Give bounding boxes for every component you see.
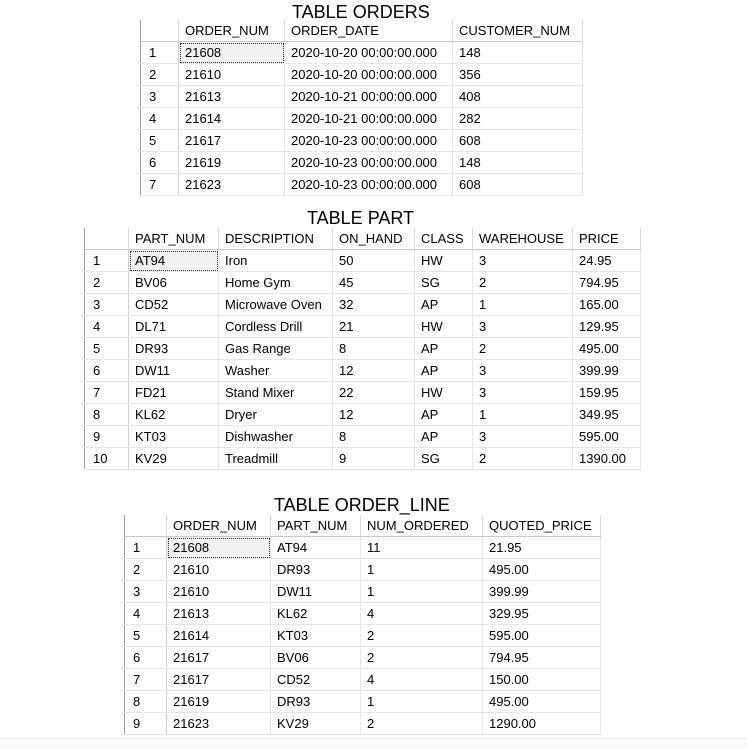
table-cell[interactable]: DW11 (129, 360, 219, 382)
table-cell[interactable]: 329.95 (483, 603, 601, 625)
table-cell[interactable]: 399.99 (573, 360, 641, 382)
row-number[interactable]: 3 (85, 294, 129, 316)
table-cell[interactable]: AP (415, 426, 473, 448)
order-line-corner-cell[interactable] (125, 515, 167, 537)
row-number[interactable]: 5 (85, 338, 129, 360)
table-cell[interactable]: 399.99 (483, 581, 601, 603)
table-row[interactable] (125, 625, 601, 647)
table-cell[interactable]: 595.00 (573, 426, 641, 448)
table-cell[interactable]: 21613 (167, 603, 271, 625)
part-col-header[interactable]: PART_NUM (129, 228, 219, 250)
table-cell[interactable]: 608 (453, 130, 583, 152)
orders-col-header[interactable]: ORDER_NUM (179, 20, 285, 42)
row-number[interactable]: 7 (85, 382, 129, 404)
row-number[interactable]: 2 (85, 272, 129, 294)
table-cell[interactable]: Dishwasher (219, 426, 333, 448)
table-cell[interactable]: 150.00 (483, 669, 601, 691)
table-row[interactable] (141, 130, 583, 152)
table-cell[interactable]: 21614 (179, 108, 285, 130)
table-row[interactable] (85, 316, 641, 338)
table-cell[interactable]: 1 (473, 294, 573, 316)
table-cell[interactable]: 129.95 (573, 316, 641, 338)
table-cell[interactable]: 1 (473, 404, 573, 426)
table-cell[interactable]: 21623 (167, 713, 271, 735)
table-row[interactable] (125, 581, 601, 603)
table-row[interactable] (85, 426, 641, 448)
table-cell[interactable]: 3 (473, 250, 573, 272)
table-cell[interactable]: 1 (361, 581, 483, 603)
table-row[interactable] (85, 360, 641, 382)
row-number[interactable]: 1 (125, 537, 167, 559)
row-number[interactable]: 6 (141, 152, 179, 174)
table-cell[interactable]: 495.00 (483, 559, 601, 581)
table-cell[interactable]: 148 (453, 152, 583, 174)
table-cell[interactable]: 1 (361, 691, 483, 713)
table-cell[interactable]: 21619 (167, 691, 271, 713)
table-cell[interactable]: 21617 (167, 669, 271, 691)
table-cell[interactable]: FD21 (129, 382, 219, 404)
table-cell[interactable]: 495.00 (483, 691, 601, 713)
table-cell[interactable]: 356 (453, 64, 583, 86)
table-cell[interactable]: DR93 (271, 691, 361, 713)
table-cell[interactable]: 349.95 (573, 404, 641, 426)
row-number[interactable]: 10 (85, 448, 129, 470)
row-number[interactable]: 7 (125, 669, 167, 691)
table-row[interactable] (125, 559, 601, 581)
table-cell[interactable]: 21610 (179, 64, 285, 86)
table-cell[interactable]: 2020-10-23 00:00:00.000 (285, 130, 453, 152)
table-cell[interactable]: HW (415, 316, 473, 338)
row-number[interactable]: 3 (125, 581, 167, 603)
order-line-grid (124, 515, 601, 735)
row-number[interactable]: 4 (85, 316, 129, 338)
table-cell[interactable]: 50 (333, 250, 415, 272)
table-cell[interactable]: 608 (453, 174, 583, 196)
table-cell[interactable]: DL71 (129, 316, 219, 338)
table-row[interactable] (125, 669, 601, 691)
table-cell[interactable]: 21614 (167, 625, 271, 647)
table-cell[interactable]: 495.00 (573, 338, 641, 360)
table-cell[interactable]: 21617 (167, 647, 271, 669)
table-row[interactable] (85, 448, 641, 470)
table-cell[interactable]: Iron (219, 250, 333, 272)
table-cell[interactable]: 2 (361, 647, 483, 669)
table-cell[interactable]: 21619 (179, 152, 285, 174)
table-cell[interactable]: 24.95 (573, 250, 641, 272)
table-cell[interactable]: 794.95 (573, 272, 641, 294)
table-cell[interactable]: DW11 (271, 581, 361, 603)
table-row[interactable] (125, 647, 601, 669)
orders-corner-cell[interactable] (141, 20, 179, 42)
row-number[interactable]: 1 (141, 42, 179, 64)
part-title: TABLE PART (307, 208, 415, 228)
table-cell[interactable]: 408 (453, 86, 583, 108)
table-cell[interactable]: Treadmill (219, 448, 333, 470)
row-number[interactable]: 6 (125, 647, 167, 669)
row-number[interactable]: 6 (85, 360, 129, 382)
table-cell[interactable]: 12 (333, 404, 415, 426)
part-header-row (85, 228, 641, 250)
table-cell[interactable]: 3 (473, 426, 573, 448)
table-cell[interactable]: Washer (219, 360, 333, 382)
table-cell[interactable]: 794.95 (483, 647, 601, 669)
row-number[interactable]: 2 (125, 559, 167, 581)
table-cell[interactable]: KV29 (271, 713, 361, 735)
table-cell[interactable]: 159.95 (573, 382, 641, 404)
row-number[interactable]: 2 (141, 64, 179, 86)
row-number[interactable]: 5 (125, 625, 167, 647)
table-cell[interactable]: 2020-10-21 00:00:00.000 (285, 86, 453, 108)
table-cell[interactable]: AP (415, 294, 473, 316)
order-line-col-header[interactable]: NUM_ORDERED (361, 515, 483, 537)
table-cell[interactable]: 2 (473, 448, 573, 470)
table-cell[interactable]: 4 (361, 603, 483, 625)
table-cell[interactable]: 21610 (167, 559, 271, 581)
table-cell[interactable]: 1 (361, 559, 483, 581)
table-cell[interactable]: Stand Mixer (219, 382, 333, 404)
table-cell[interactable]: 148 (453, 42, 583, 64)
table-cell[interactable]: 2020-10-20 00:00:00.000 (285, 42, 453, 64)
table-row[interactable] (125, 603, 601, 625)
table-cell[interactable]: 2 (473, 272, 573, 294)
orders-header-row (141, 20, 583, 42)
orders-col-header[interactable]: CUSTOMER_NUM (453, 20, 583, 42)
table-cell[interactable]: 2020-10-20 00:00:00.000 (285, 64, 453, 86)
table-cell[interactable]: Home Gym (219, 272, 333, 294)
row-number[interactable]: 9 (125, 713, 167, 735)
table-cell[interactable]: 3 (473, 316, 573, 338)
table-cell[interactable]: 2 (361, 625, 483, 647)
table-row[interactable] (125, 713, 601, 735)
table-cell[interactable]: 45 (333, 272, 415, 294)
orders-title: TABLE ORDERS (292, 2, 430, 22)
table-cell[interactable]: AP (415, 338, 473, 360)
table-cell[interactable]: KL62 (129, 404, 219, 426)
order-line-col-header[interactable]: QUOTED_PRICE (483, 515, 601, 537)
table-cell[interactable]: AP (415, 360, 473, 382)
table-cell[interactable]: Gas Range (219, 338, 333, 360)
table-cell[interactable]: 21608 (179, 42, 285, 64)
table-cell[interactable]: 2020-10-23 00:00:00.000 (285, 152, 453, 174)
table-cell[interactable]: DR93 (129, 338, 219, 360)
table-row[interactable] (85, 382, 641, 404)
table-cell[interactable]: 21617 (179, 130, 285, 152)
table-cell[interactable]: SG (415, 272, 473, 294)
table-cell[interactable]: 21613 (179, 86, 285, 108)
orders-col-header[interactable]: ORDER_DATE (285, 20, 453, 42)
table-row[interactable] (85, 272, 641, 294)
row-number[interactable]: 4 (125, 603, 167, 625)
table-row[interactable] (141, 174, 583, 196)
table-cell[interactable]: 21 (333, 316, 415, 338)
row-number[interactable]: 4 (141, 108, 179, 130)
orders-grid (140, 20, 583, 196)
part-grid (84, 228, 641, 470)
table-cell[interactable]: HW (415, 382, 473, 404)
table-cell[interactable]: 21608 (167, 537, 271, 559)
table-cell[interactable]: CD52 (271, 669, 361, 691)
table-cell[interactable]: 21.95 (483, 537, 601, 559)
part-col-header[interactable]: ON_HAND (333, 228, 415, 250)
table-row[interactable] (141, 42, 583, 64)
table-cell[interactable]: Dryer (219, 404, 333, 426)
part-col-header[interactable]: CLASS (415, 228, 473, 250)
table-cell[interactable]: Microwave Oven (219, 294, 333, 316)
row-number[interactable]: 8 (125, 691, 167, 713)
table-cell[interactable]: 8 (333, 426, 415, 448)
table-cell[interactable]: 595.00 (483, 625, 601, 647)
table-cell[interactable]: KT03 (271, 625, 361, 647)
table-cell[interactable]: 1290.00 (483, 713, 601, 735)
table-cell[interactable]: 282 (453, 108, 583, 130)
order-line-col-header[interactable]: ORDER_NUM (167, 515, 271, 537)
table-row[interactable] (141, 108, 583, 130)
part-col-header[interactable]: DESCRIPTION (219, 228, 333, 250)
table-cell[interactable]: 21610 (167, 581, 271, 603)
table-cell[interactable]: CD52 (129, 294, 219, 316)
table-cell[interactable]: 8 (333, 338, 415, 360)
table-row[interactable] (85, 338, 641, 360)
row-number[interactable]: 3 (141, 86, 179, 108)
table-cell[interactable]: AT94 (271, 537, 361, 559)
table-cell[interactable]: KT03 (129, 426, 219, 448)
table-cell[interactable]: 9 (333, 448, 415, 470)
table-cell[interactable]: 21623 (179, 174, 285, 196)
table-cell[interactable]: 2020-10-21 00:00:00.000 (285, 108, 453, 130)
table-row[interactable] (85, 250, 641, 272)
table-cell[interactable]: 22 (333, 382, 415, 404)
table-cell[interactable]: Cordless Drill (219, 316, 333, 338)
table-cell[interactable]: AP (415, 404, 473, 426)
table-cell[interactable]: 4 (361, 669, 483, 691)
row-number[interactable]: 5 (141, 130, 179, 152)
table-row[interactable] (141, 86, 583, 108)
part-col-header[interactable]: WAREHOUSE (473, 228, 573, 250)
table-cell[interactable]: 2 (473, 338, 573, 360)
row-number[interactable]: 8 (85, 404, 129, 426)
table-row[interactable] (141, 152, 583, 174)
table-cell[interactable]: 3 (473, 382, 573, 404)
table-cell[interactable]: KV29 (129, 448, 219, 470)
table-cell[interactable]: AT94 (129, 250, 219, 272)
part-col-header[interactable]: PRICE (573, 228, 641, 250)
order-line-header-row (125, 515, 601, 537)
row-number[interactable]: 9 (85, 426, 129, 448)
table-row[interactable] (125, 691, 601, 713)
table-row[interactable] (85, 404, 641, 426)
table-cell[interactable]: 11 (361, 537, 483, 559)
table-row[interactable] (125, 537, 601, 559)
table-row[interactable] (85, 294, 641, 316)
order-line-col-header[interactable]: PART_NUM (271, 515, 361, 537)
row-number[interactable]: 7 (141, 174, 179, 196)
part-corner-cell[interactable] (85, 228, 129, 250)
table-cell[interactable]: BV06 (129, 272, 219, 294)
table-cell[interactable]: DR93 (271, 559, 361, 581)
table-row[interactable] (141, 64, 583, 86)
table-cell[interactable]: 3 (473, 360, 573, 382)
table-cell[interactable]: BV06 (271, 647, 361, 669)
table-cell[interactable]: 2020-10-23 00:00:00.000 (285, 174, 453, 196)
table-cell[interactable]: HW (415, 250, 473, 272)
order-line-title: TABLE ORDER_LINE (274, 495, 450, 515)
row-number[interactable]: 1 (85, 250, 129, 272)
table-cell[interactable]: 12 (333, 360, 415, 382)
table-cell[interactable]: 165.00 (573, 294, 641, 316)
table-cell[interactable]: 2 (361, 713, 483, 735)
table-cell[interactable]: KL62 (271, 603, 361, 625)
bottom-edge-bar (0, 738, 747, 749)
table-cell[interactable]: 1390.00 (573, 448, 641, 470)
table-cell[interactable]: SG (415, 448, 473, 470)
table-cell[interactable]: 32 (333, 294, 415, 316)
